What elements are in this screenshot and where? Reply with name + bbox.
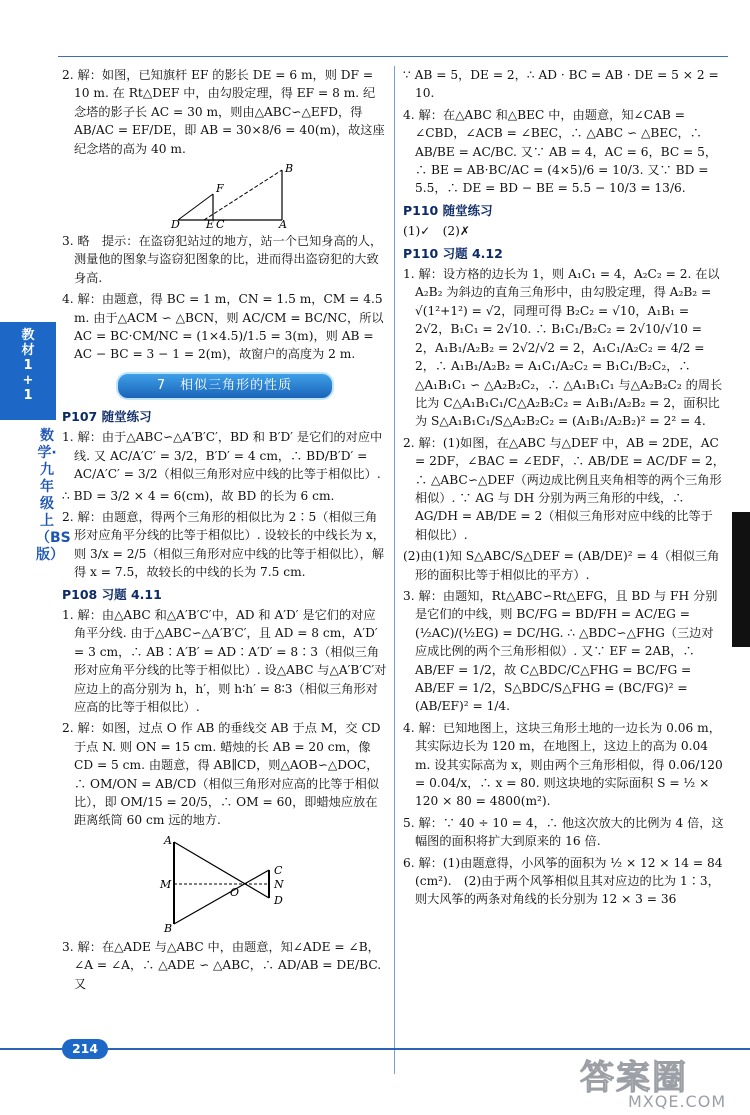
watermark-logo: 答案圈 [580,1058,688,1098]
right-edge-tab [732,512,750,647]
answer-item: 4. 解：由题意，得 BC = 1 m，CN = 1.5 m，CM = 4.5 m. 由于△ACM ∽ △BCN，则 AC/CM = BC/NC，所以 AC = BC·CM/NC = (1×4.5)/1.5 = 3(m)，则 AB = AC − BC = 3 − 1 = 2(m)，故窗户的高度为 2 m. [62,292,384,362]
answer-item: 1. 解：由于△ABC∽△A′B′C′，BD 和 B′D′ 是它们的对应中线. 又 AC/A′C′ = 3/2，B′D′ = 4 cm，∴ BD/B′D′ = AC/A′C′ = 3/2（相似三角形对应中线的比等于相似比）. [62,430,383,482]
answer-item: 4. 解：已知地图上，这块三角形土地的一边长为 0.06 m，其实际边长为 120 m，在地图上，这边上的高为 0.04 m. 设其实际高为 x，则由两个三角形相似，得 0.06/120 = 0.04/x，∴ x = 80. 则这块地的实际面积 S = ½ × 120 × 80 = 4800(m²). [403,720,723,809]
fig2-label: O [230,885,240,899]
section-title: P110 随堂练习 [403,202,493,218]
answer-item: 1. 解：由△ABC 和△A′B′C′中，AD 和 A′D′ 是它们的对应角平分线. 由于△ABC∽△A′B′C′，且 AD = 8 cm，A′D′ = 3 cm，∴ AB∶A′B′ = AD∶A′D′ = 8∶3（相似三角形对应角平分线的比等于相似比）. 设△ABC 与△A′B′C′对应边上的高分别为 h，h′，则 h∶h′ = 8∶3（相似三角形对应高的比等于相似比）. [62,607,387,714]
answer-item: 1. 解：设方格的边长为 1，则 A₁C₁ = 4，A₂C₂ = 2. 在以 A₂B₂ 为斜边的直角三角形中，由勾股定理，得 A₂B₂ = √(1²+1²) = √2，同理可得 B₂C₂ = √10，A₁B₁ = 2√2，B₁C₁ = 2√10. ∴ B₁C₁/B₂C₂ = 2√10/√10 = 2，A₁B₁/A₂B₂ = 2√2/√2 = 2，A₁C₁/A₂C₂ = 4/2 = 2，∴ A₁B₁/A₂B₂ = A₁C₁/A₂C₂ = B₁C₁/B₂C₂，∴ △A₁B₁C₁ ∽ △A₂B₂C₂，∴ △A₁B₁C₁ 与△A₂B₂C₂ 的周长比为 C△A₁B₁C₁/C△A₂B₂C₂ = A₁B₁/A₂B₂ = 2，面积比为 S△A₁B₁C₁/S△A₂B₂C₂ = (A₁B₁/A₂B₂)² = 2² = 4. [403,267,723,429]
answer-item: 2. 解：(1)如图，在△ABC 与△DEF 中，AB = 2DE，AC = 2DF，∠BAC = ∠EDF，∴ AB/DE = AC/DF = 2，∴ △ABC∽△DEF（两边成比例且夹角相等的两个三角形相似）. ∵ AG 与 DH 分别为两三角形的中线，∴ AG/DH = AB/DE = 2（相似三角形对应中线的比等于相似比）. [403,435,725,542]
watermark [576,1048,736,1114]
fig1-label: A [279,218,287,229]
answer-item: 5. 解：∵ 40 ÷ 10 = 4，∴ 他这次放大的比例为 4 倍，这幅图的面积将扩大到原来的 16 倍. [403,815,724,849]
fig1-label: C [216,218,225,229]
answer-item: (2)由(1)知 S△ABC/S△DEF = (AB/DE)² = 4（相似三角形的面积比等于相似比的平方）. [403,549,720,582]
fig2-label: C [274,863,283,877]
answer-item: ∴ BD = 3/2 × 4 = 6(cm)，故 BD 的长为 6 cm. [62,488,335,503]
fig2-label: D [274,893,283,907]
side-label-subject: 数学·九年级上（BS版） [36,428,71,563]
answer-item: 2. 解：如图，已知旗杆 EF 的影长 DE = 6 m，则 DF = 10 m. 在 Rt△DEF 中，由勾股定理，得 EF = 8 m. 纪念塔的影子长 AC = 30 m，则由△ABC∽△EFD，得 AB/AC = EF/DE，即 AB = 30×8/6 = 40(m)，故这座纪念塔的高为 40 m. [62,68,385,156]
page-number: 214 [62,1039,108,1059]
fig1-label: E [206,218,215,229]
fig1-label: D [171,218,180,229]
answer-item: ∵ AB = 5，DE = 2，∴ AD · BC = AB · DE = 5 × 2 = 10. [403,68,719,101]
section-title: P107 随堂练习 [62,408,152,424]
section-title: P110 习题 4.12 [403,245,503,261]
fig1-label: F [216,182,224,196]
answer-item: 3. 解：由题知，Rt△ABC∽Rt△EFG，且 BD 与 FH 分别是它们的中线，则 BC/FG = BD/FH = AC/EG = (½AC)/(½EG) = DC/HG. ∴ △BDC∽△FHG（三边对应成比例的两个三角形相似）. 又∵ EF = 2AB，∴ AB/EF = 1/2，故 C△BDC/C△FHG = BC/FG = AB/EF = 1/2，S△BDC/S△FHG = (BC/FG)² = (AB/EF)² = 1/4. [403,588,718,714]
answer-item: 4. 解：在△ABC 和△BEC 中，由题意，知∠CAB = ∠CBD，∠ACB = ∠BEC，∴ △ABC ∽ △BEC，∴ AB/BE = AC/BC. 又∵ AB = 4，AC = 6，BC = 5，∴ BE = AB·BC/AC = (4×5)/6 = 10/3. 又∵ BD = 5.5，∴ DE = BD − BE = 5.5 − 10/3 = 13/6. [403,107,718,196]
fig2-label: A [164,833,172,847]
fig2-label: B [164,921,173,934]
answer-item: 2. 解：如图，过点 O 作 AB 的垂线交 AB 于点 M，交 CD 于点 N. 则 ON = 15 cm. 蜡烛的长 AB = 20 cm，像 CD = 5 cm. 由题意，得 AB∥CD，则△AOB∽△DOC，∴ OM/ON = AB/CD（相似三角形对应高的比等于相似比），即 OM/15 = 20/5，∴ OM = 60，即蜡烛应放在距离纸筒 60 cm 远的地方. [62,721,381,828]
answer-item: 6. 解：(1)由题意得，小风筝的面积为 ½ × 12 × 14 = 84 (cm²). (2)由于两个风筝相似且其对应边的比为 1∶3，则大风筝的两条对角线的长分别为 12 × 3 = 36 [403,855,723,907]
right-column [403,66,725,912]
header-rule [58,56,728,57]
watermark-url: MXQE.COM [628,1092,727,1111]
flagpole-figure [166,162,336,228]
answer-item: 3. 略 提示：在盗窃犯站过的地方，站一个已知身高的人，测量他的图象与盗窃犯图象的比，进而得出盗窃犯的大致身高. [62,234,383,285]
answer-item: 2. 解：由题意，得两个三角形的相似比为 2∶5（相似三角形对应角平分线的比等于相似比）. 设较长的中线长为 x，则 3/x = 2/5（相似三角形对应中线的比等于相似比），解得 x = 7.5，故较长的中线的长为 7.5 cm. [62,509,385,580]
section-title: P108 习题 4.11 [62,586,162,602]
left-column [62,66,387,996]
side-tab-textbook [0,322,56,420]
answer-item: (1)✓ (2)✗ [403,224,471,239]
fig1-label: B [285,162,294,176]
column-divider [394,66,395,1074]
fig2-label: N [274,877,284,891]
answer-item: 3. 解：在△ADE 与△ABC 中，由题意，知∠ADE = ∠B，∠A = ∠A，∴ △ADE ∽ △ABC，∴ AD/AB = DE/BC. 又 [62,939,382,991]
side-tab-text: 教材1+1 [21,328,35,403]
candle-figure [154,834,294,934]
fig2-label: M [160,877,172,891]
section-banner: 7 相似三角形的性质 [116,372,334,400]
